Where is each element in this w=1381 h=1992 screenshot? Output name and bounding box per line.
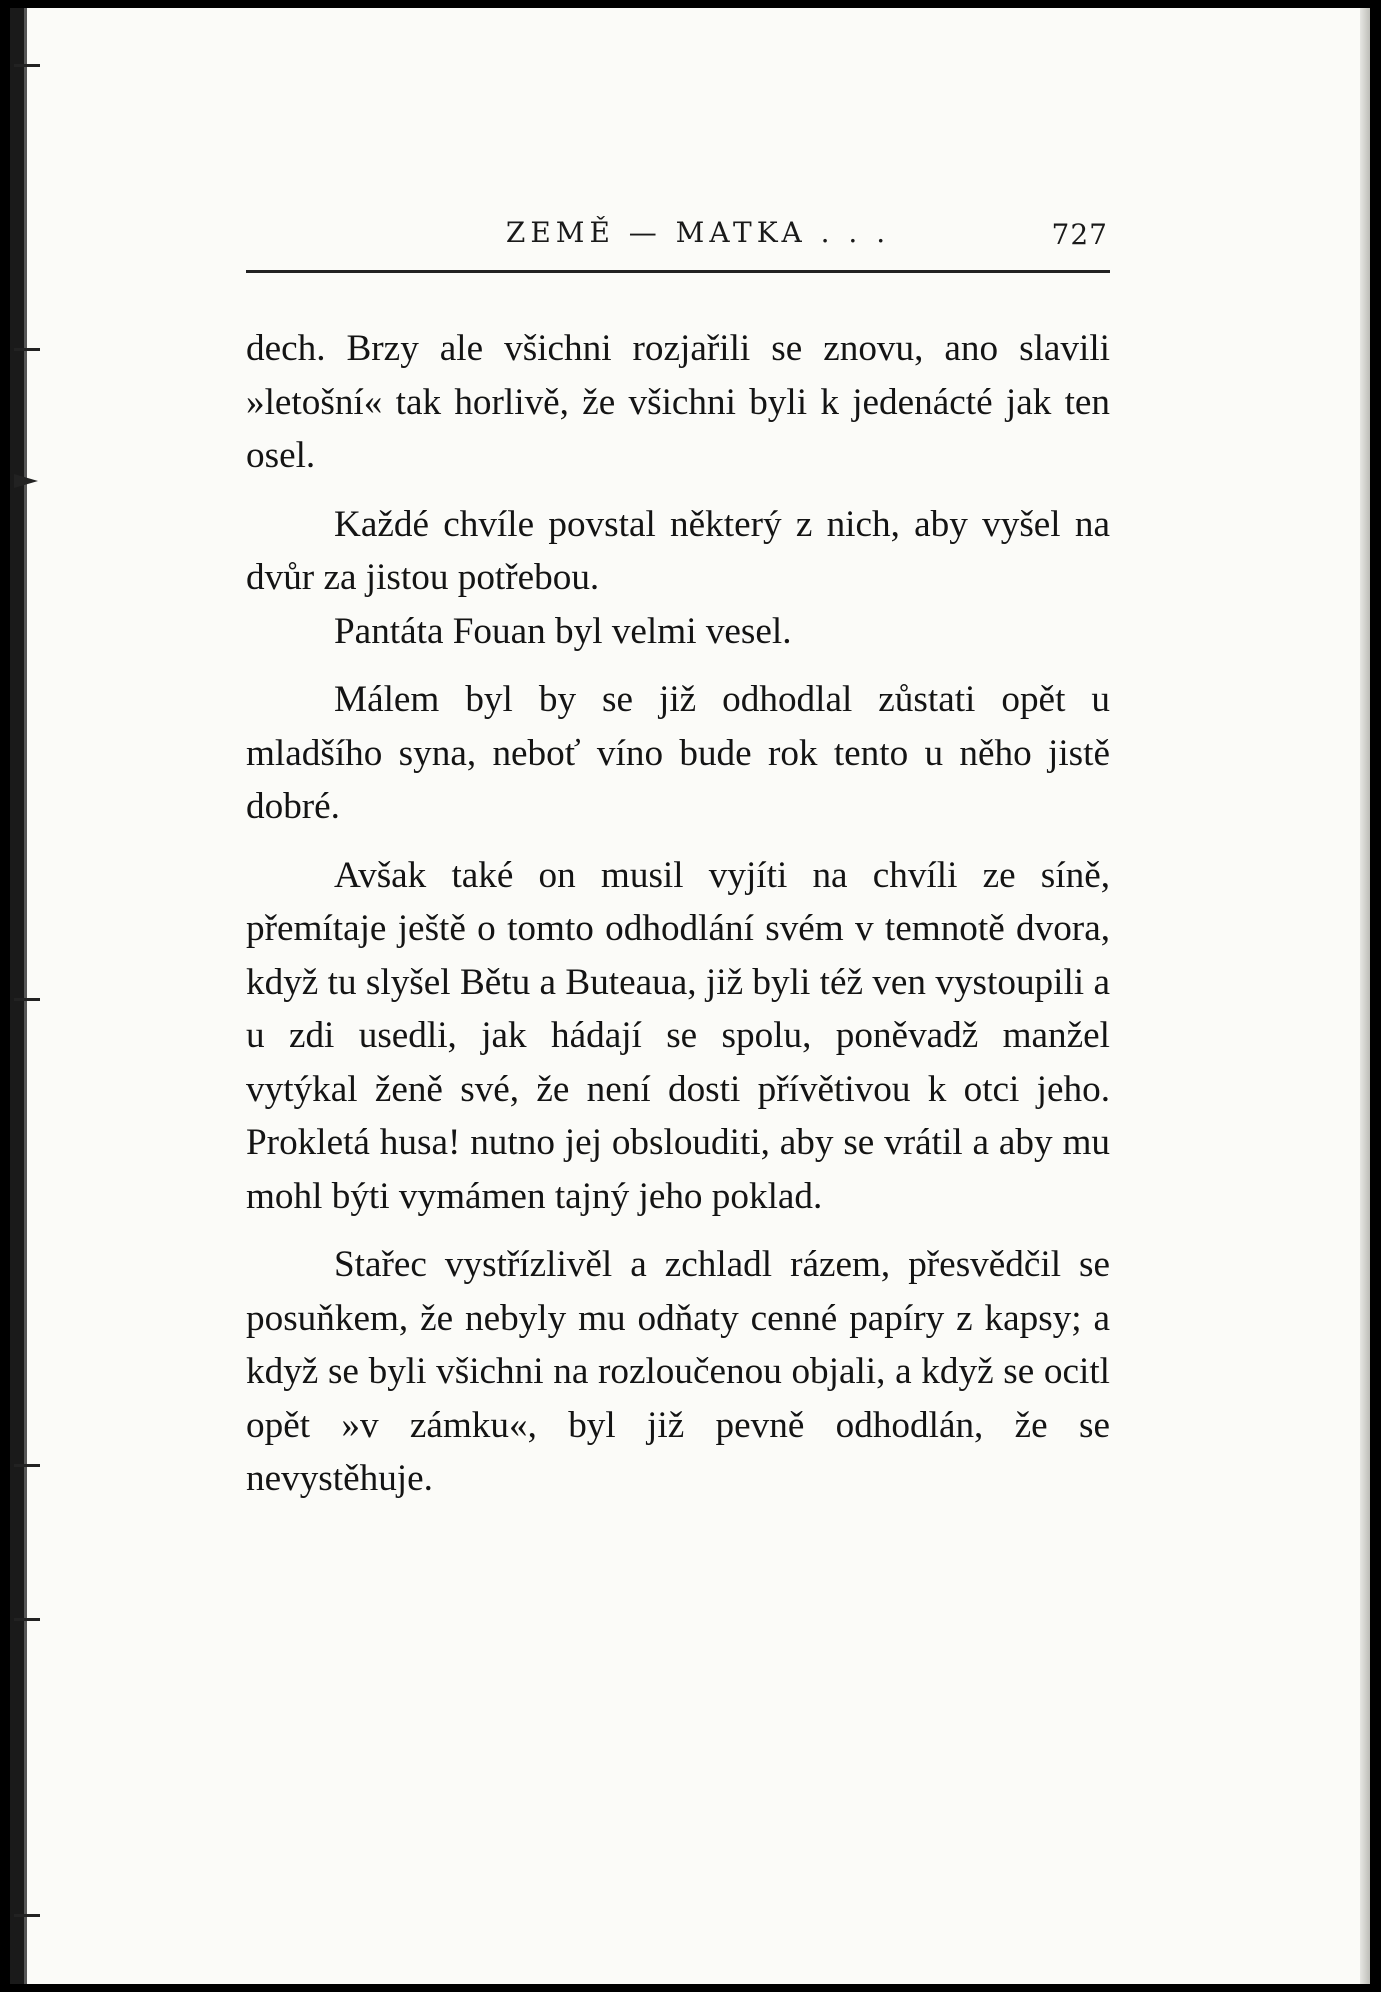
binding-mark: [14, 1914, 40, 1917]
paragraph: Pantáta Fouan byl velmi vesel.: [334, 610, 792, 652]
binding-mark: [14, 998, 40, 1001]
book-page: [10, 8, 1370, 1984]
binding-mark: [14, 1618, 40, 1621]
binding-mark: [14, 1464, 40, 1467]
paragraph: Málem byl by se již odhodlal zůstati opět u mladšího syna, neboť víno bude rok tento u něho jistě dobré.: [246, 679, 1110, 827]
page-header: [246, 216, 1110, 266]
paragraph: Stařec vystřízlivěl a zchladl rázem, přesvědčil se posuňkem, že nebyly mu odňaty cenné papíry z kapsy; a když se byli všichni na rozloučenou objali, a když se ocitl opět »v zámku«, byl již pevně odhodlán, že se nevystěhuje.: [246, 1244, 1110, 1499]
body-text: [246, 322, 1110, 1521]
paragraph: Avšak také on musil vyjíti na chvíli ze síně, přemítaje ještě o tomto odhodlání svém v temnotě dvora, když tu slyšel Bětu a Buteaua, již byli též ven vystoupili a u zdi usedli, jak hádají se spolu, poněvadž manžel vytýkal ženě své, že není dosti přívětivou k otci jeho. Prokletá husa! nutno jej obslouditi, aby se vrátil a aby mu mohl býti vymámen tajný jeho poklad.: [246, 854, 1110, 1217]
page-edge: [1360, 8, 1370, 1984]
running-title: ZEMĚ — MATKA . . .: [505, 216, 891, 249]
binding-edge: [10, 8, 24, 1984]
paragraph: dech. Brzy ale všichni rozjařili se znovu, ano slavili »letošní« tak horlivě, že všichni byli k jedenácté jak ten osel.: [246, 328, 1110, 476]
binding-mark: [14, 64, 40, 67]
paragraph: Každé chvíle povstal některý z nich, aby vyšel na dvůr za jistou potřebou.: [246, 503, 1110, 598]
page-number: 727: [1051, 218, 1108, 251]
binding-mark: [14, 474, 38, 488]
binding-mark: [14, 348, 40, 351]
header-rule: [246, 270, 1110, 273]
